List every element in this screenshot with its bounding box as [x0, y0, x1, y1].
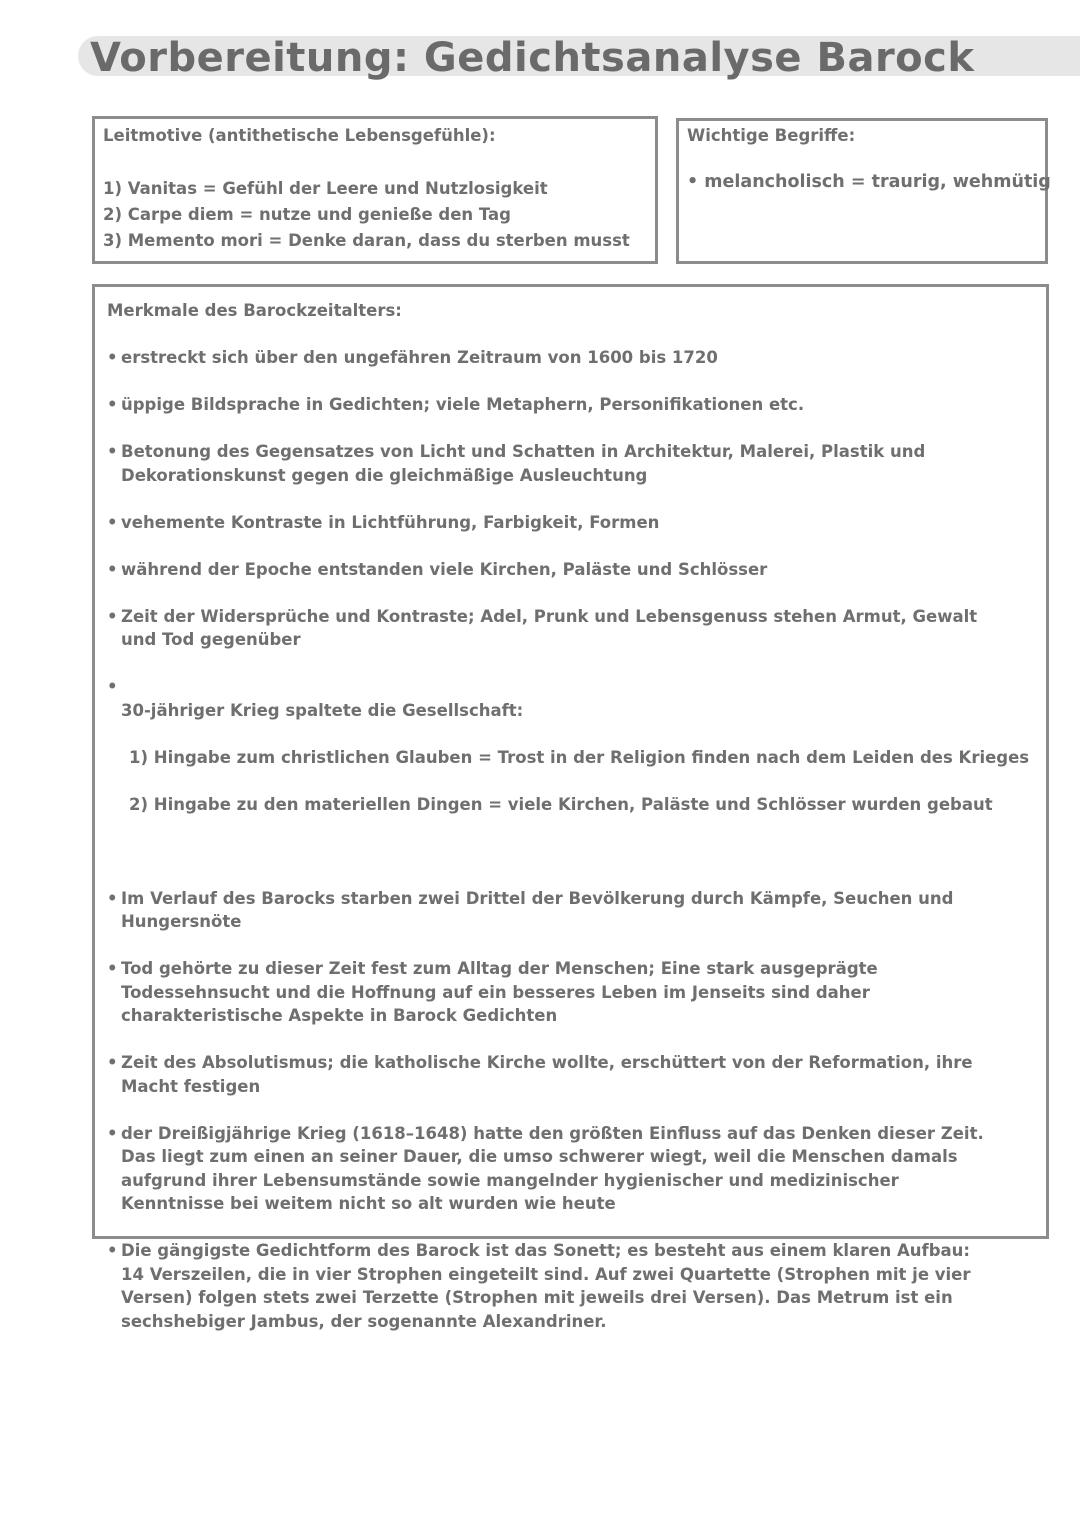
sub-item: 2) Hingabe zu den materiellen Dingen = viele Kirchen, Paläste und Schlösser wurden gebaut: [129, 794, 993, 814]
leitmotive-heading: Leitmotive (antithetische Lebensgefühle):: [103, 126, 496, 145]
list-item: • erstreckt sich über den ungefähren Zeitraum von 1600 bis 1720: [107, 346, 1034, 370]
list-item: • Zeit des Absolutismus; die katholische Kirche wollte, erschüttert von der Reformation, ihre Macht festigen: [107, 1051, 1034, 1098]
krieg-sublist: [121, 722, 1034, 840]
list-item: • melancholisch = traurig, wehmütig: [687, 172, 1051, 192]
list-item: • der Dreißigjährige Krieg (1618–1648) hatte den größten Einfluss auf das Denken dieser Zeit. Das liegt zum einen an seiner Dauer, die umso schwerer wiegt, weil die Menschen damals aufgrund ihrer Lebensumstände sowie mangelnder hygienischer und medizinischer Kenntnisse bei weitem nicht so alt wurden wie heute: [107, 1122, 1034, 1216]
sub-item: 1) Hingabe zum christlichen Glauben = Trost in der Religion finden nach dem Leiden des Krieges: [129, 747, 1030, 767]
list-item: 3) Memento mori = Denke daran, dass du sterben musst: [103, 231, 630, 250]
list-item: 2) Carpe diem = nutze und genieße den Tag: [103, 205, 511, 224]
krieg-intro: 30-jähriger Krieg spaltete die Gesellschaft:: [121, 700, 524, 720]
list-item-krieg: [107, 675, 1034, 863]
list-item: • vehemente Kontraste in Lichtführung, Farbigkeit, Formen: [107, 511, 1034, 535]
begriffe-box: [676, 118, 1051, 264]
list-item: • Betonung des Gegensatzes von Licht und Schatten in Architektur, Malerei, Plastik und Dekorationskunst gegen die gleichmäßige Ausleuchtung: [107, 440, 1034, 487]
list-item: • Zeit der Widersprüche und Kontraste; Adel, Prunk und Lebensgenuss stehen Armut, Gewalt und Tod gegenüber: [107, 605, 1034, 652]
leitmotive-box: [92, 116, 658, 264]
list-item: • Die gängigste Gedichtform des Barock ist das Sonett; es besteht aus einem klaren Aufbau: 14 Verszeilen, die in vier Strophen eingeteilt sind. Auf zwei Quartette (Strophen mit je vier Versen) folgen stets zwei Terzette (Strophen mit jeweils drei Versen). Das Metrum ist ein sechshebiger Jambus, der sogenannte Alexandriner.: [107, 1239, 1034, 1333]
list-item: • Tod gehörte zu dieser Zeit fest zum Alltag der Menschen; Eine stark ausgeprägte Todessehnsucht und die Hoffnung auf ein besseres Leben im Jenseits sind daher charakteristische Aspekte in Barock Gedichten: [107, 957, 1034, 1028]
list-item: 1) Vanitas = Gefühl der Leere und Nutzlosigkeit: [103, 179, 548, 198]
begriffe-heading: Wichtige Begriffe:: [687, 126, 856, 145]
list-item: • üppige Bildsprache in Gedichten; viele Metaphern, Personifikationen etc.: [107, 393, 1034, 417]
page-title: Vorbereitung: Gedichtsanalyse Barock: [90, 35, 975, 81]
begriffe-list: [687, 169, 1051, 195]
leitmotive-list: [103, 176, 647, 254]
list-item: • Im Verlauf des Barocks starben zwei Drittel der Bevölkerung durch Kämpfe, Seuchen und Hungersnöte: [107, 887, 1034, 934]
merkmale-list: [107, 346, 1034, 1333]
merkmale-box: [92, 284, 1049, 1331]
list-item: • während der Epoche entstanden viele Kirchen, Paläste und Schlösser: [107, 558, 1034, 582]
merkmale-heading: Merkmale des Barockzeitalters:: [107, 301, 402, 320]
